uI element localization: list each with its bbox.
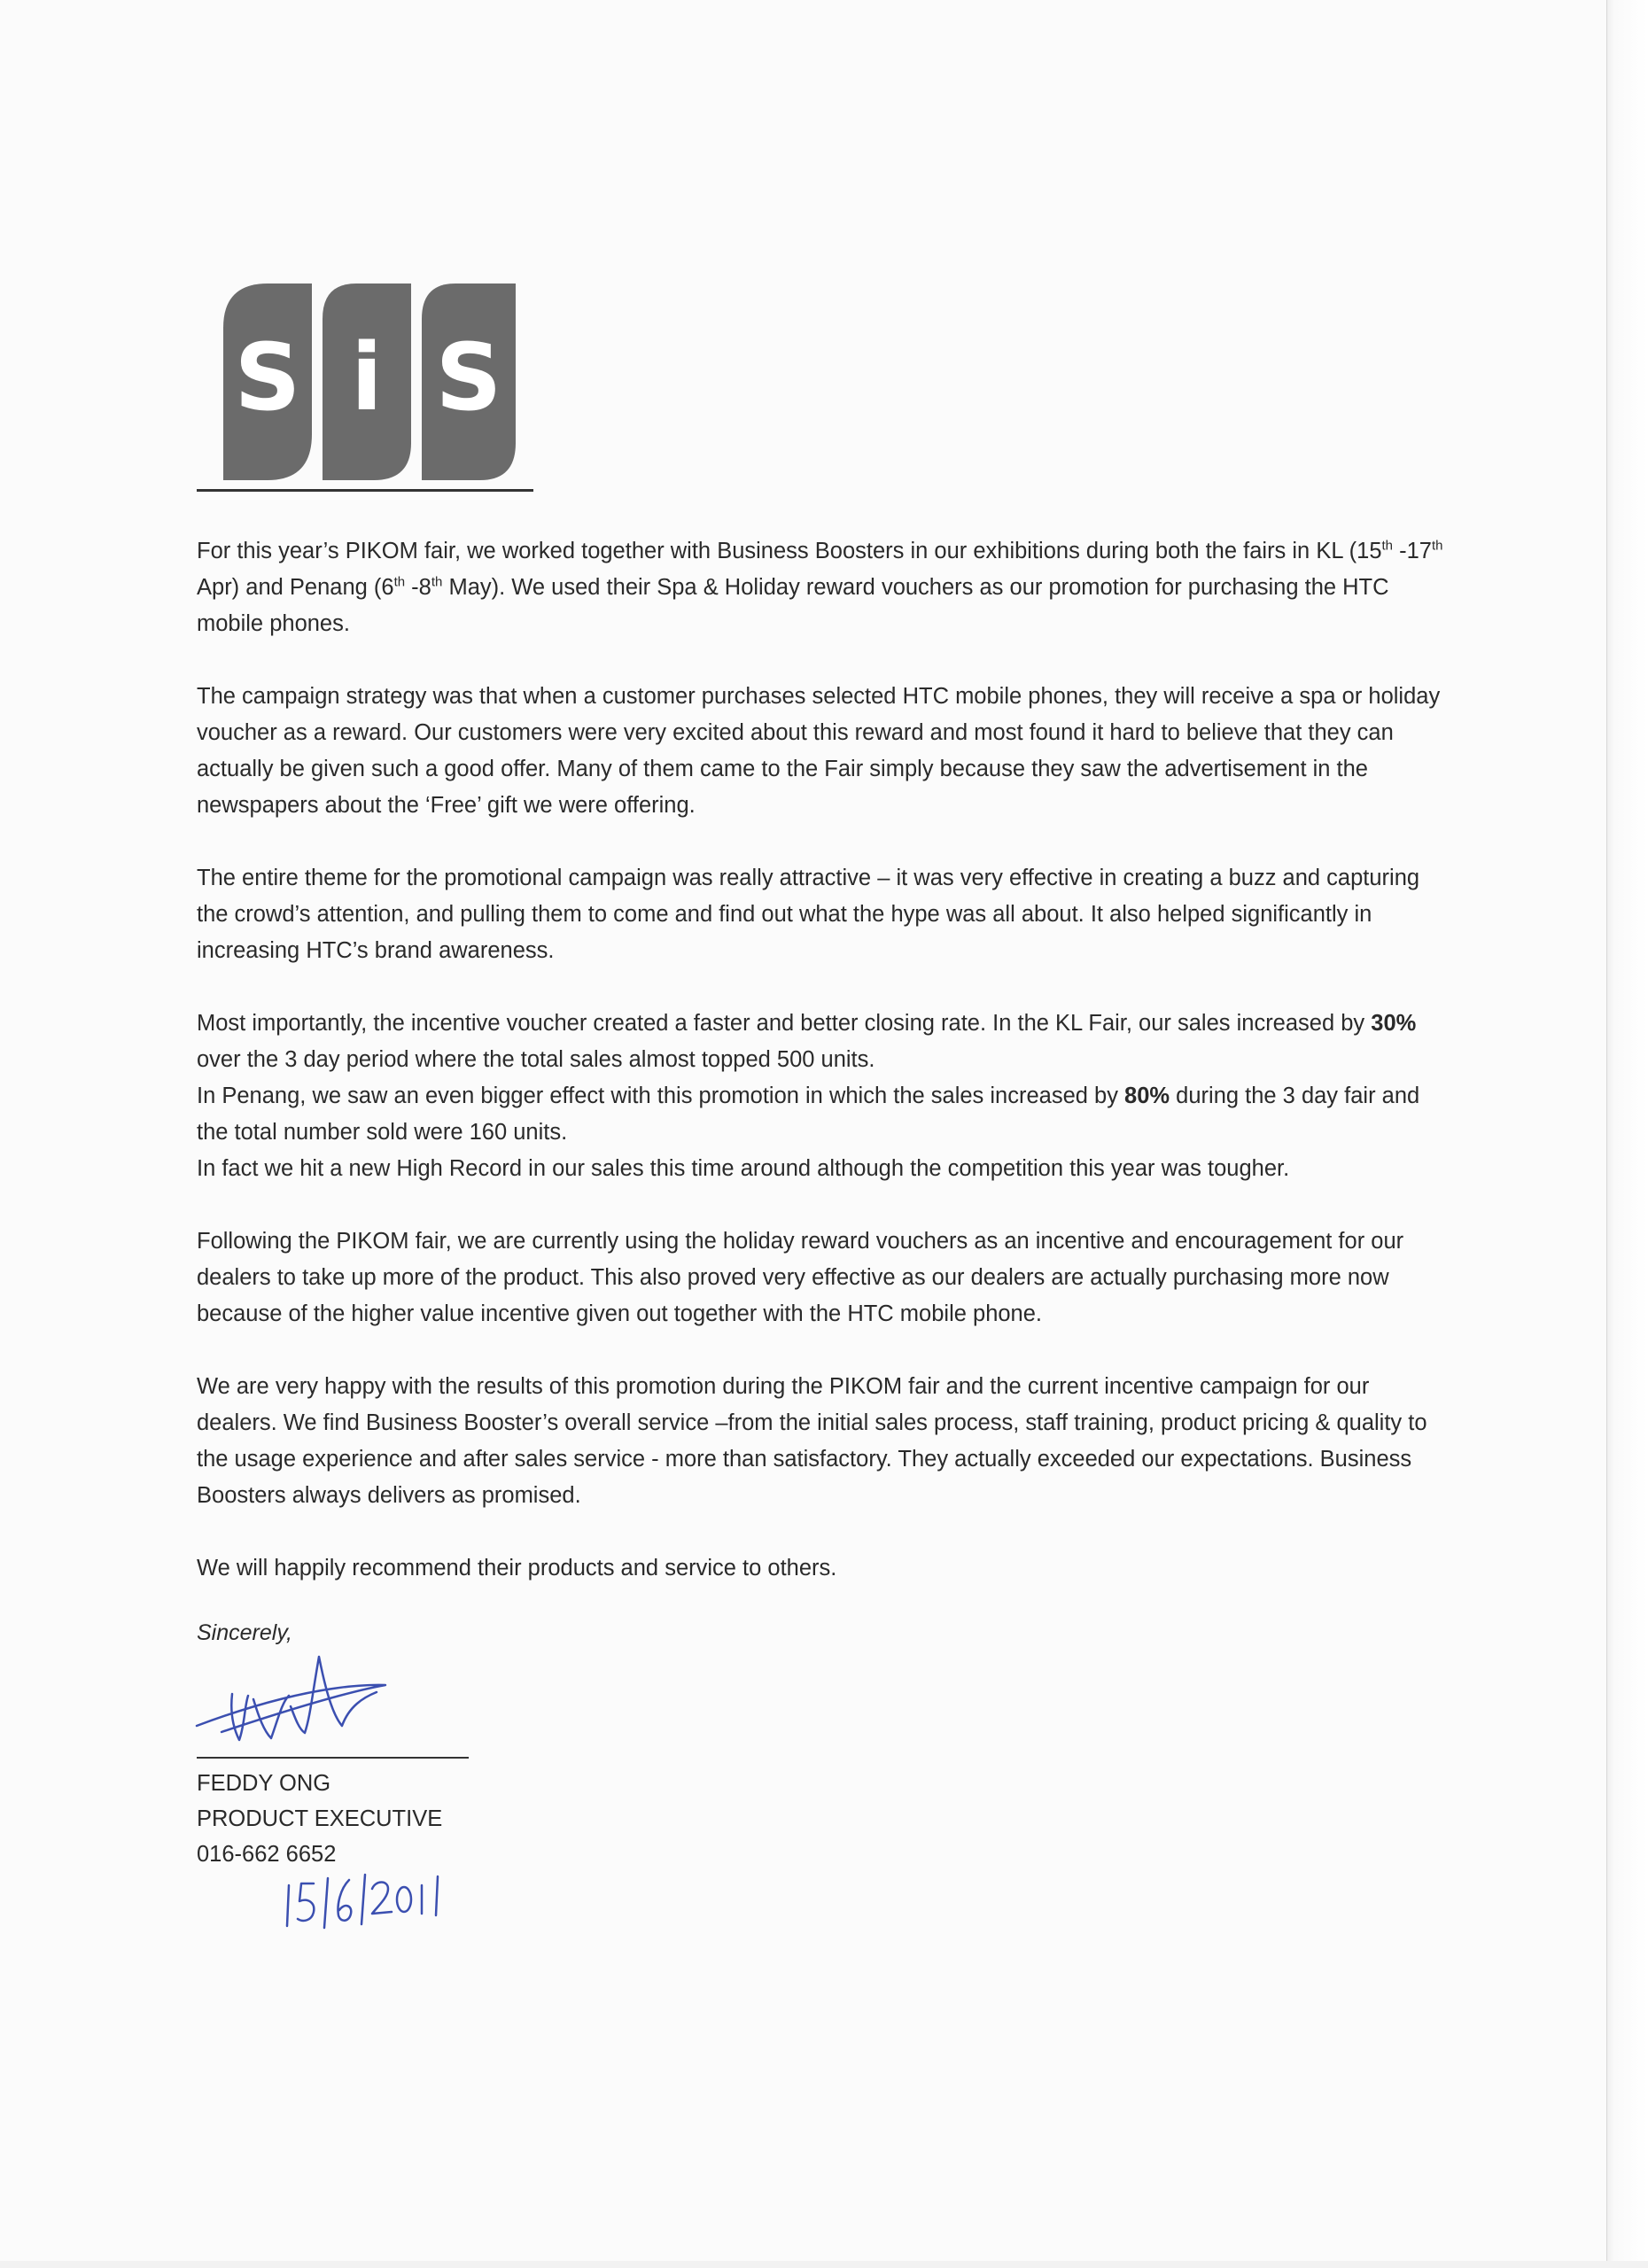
letter-body: [197, 533, 1455, 1623]
signatory-name: FEDDY ONG: [197, 1771, 331, 1796]
paragraph-satisfaction: We are very happy with the results of this promotion during the PIKOM fair and the current incentive campaign for our dealers. We find Business Booster’s overall service –from the initial sales process, staff training, product pricing & quality to the usage experience and after sales service - more than satisfactory. They actually exceeded our expectations. Business Boosters always delivers as promised.: [197, 1374, 1427, 1508]
svg-text:S: S: [234, 323, 301, 431]
paragraph-strategy: The campaign strategy was that when a customer purchases selected HTC mobile phones, they will receive a spa or holiday voucher as a reward. Our customers were very excited about this reward and most found it hard to believe that they can actually be given such a good offer. Many of them came to the Fair simply because they saw the advertisement in the newspapers about the ‘Free’ gift we were offering.: [197, 684, 1441, 818]
signatory-title: PRODUCT EXECUTIVE: [197, 1806, 443, 1831]
handwritten-signature: [186, 1621, 416, 1754]
paragraph-theme: The entire theme for the promotional campaign was really attractive – it was very effective in creating a buzz and capturing the crowd’s attention, and pulling them to come and find out what the hype was all about. It also helped significantly in increasing HTC’s brand awareness.: [197, 866, 1420, 963]
paragraph-results-record: In fact we hit a new High Record in our sales this time around although the competition this year was tougher.: [197, 1156, 1290, 1181]
paragraph-results-penang: In Penang, we saw an even bigger effect with this promotion in which the sales increased by 80% during the 3 day fair and the total number sold were 160 units.: [197, 1084, 1420, 1145]
page-bottom-edge: [0, 2261, 1648, 2268]
svg-text:S: S: [435, 323, 502, 431]
signatory-phone: 016-662 6652: [197, 1842, 337, 1867]
closing-salutation: Sincerely,: [197, 1620, 292, 1645]
handwritten-date: [282, 1869, 459, 1940]
page-right-edge: [1606, 0, 1648, 2268]
svg-text:i: i: [351, 323, 383, 431]
paragraph-recommend: We will happily recommend their products and service to others.: [197, 1556, 837, 1581]
signature-line: [197, 1757, 469, 1759]
signatory-block: [197, 1766, 442, 1872]
paragraph-dealers: Following the PIKOM fair, we are currently using the holiday reward vouchers as an incentive and encouragement for our dealers to take up more of the product. This also proved very effective as our dealers are actually purchasing more now because of the higher value incentive given out together with the HTC mobile phone.: [197, 1229, 1404, 1326]
sis-logo: [223, 284, 516, 480]
paragraph-intro: For this year’s PIKOM fair, we worked together with Business Boosters in our exhibitions during both the fairs in KL (15th -17th Apr) and Penang (6th -8th May). We used their Spa & Holiday reward vouchers as our promotion for purchasing the HTC mobile phones.: [197, 538, 1443, 636]
paragraph-results-kl: Most importantly, the incentive voucher created a faster and better closing rate. In the KL Fair, our sales increased by 30% over the 3 day period where the total sales almost topped 500 units.: [197, 1011, 1417, 1072]
logo-underline: [197, 489, 533, 492]
